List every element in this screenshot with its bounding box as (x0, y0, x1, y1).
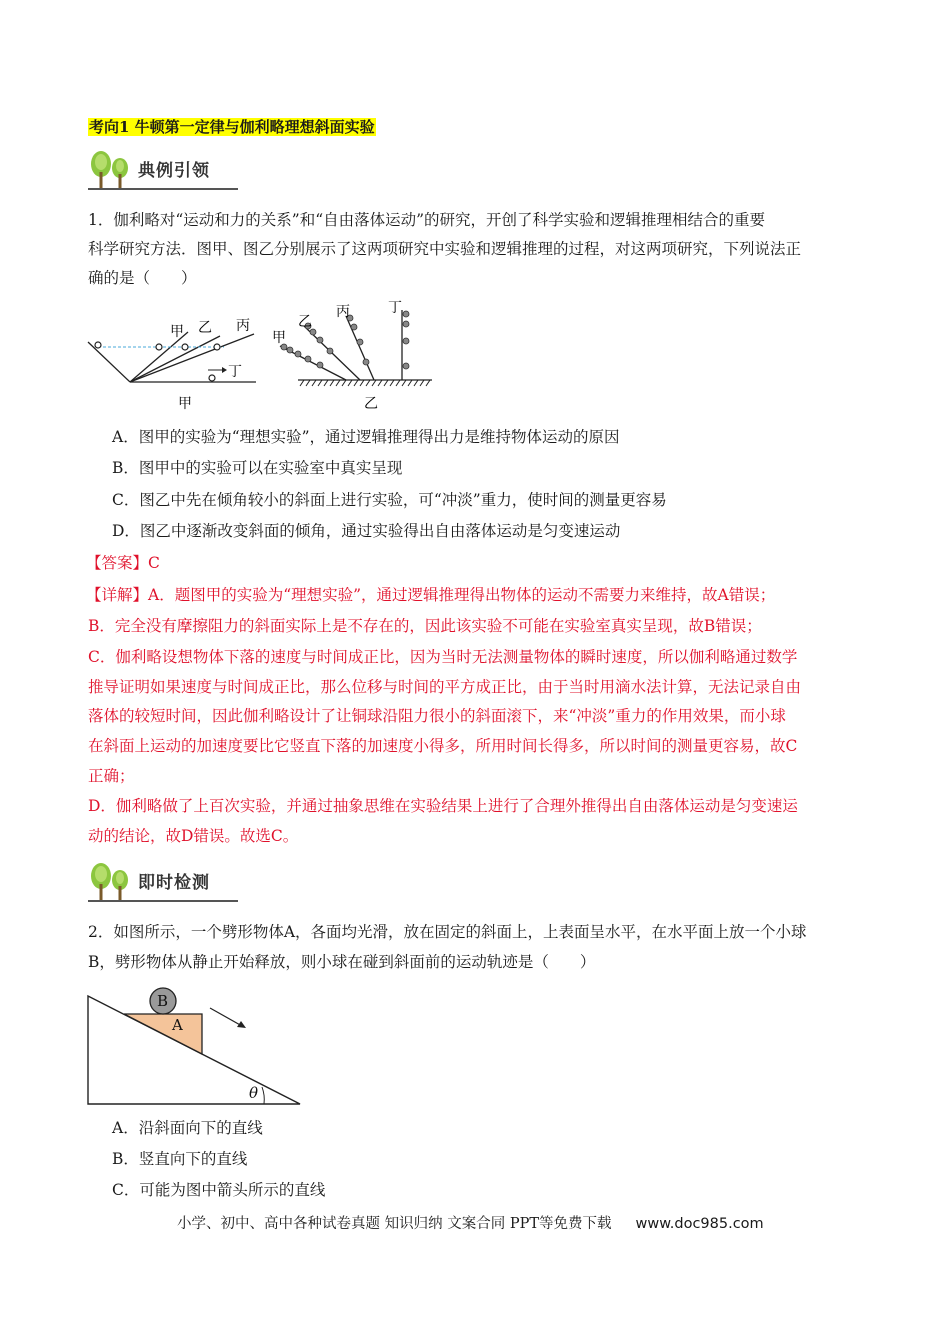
q2-option-c: C．可能为图中箭头所示的直线 (112, 1181, 326, 1199)
q1-answer: 【答案】C (86, 554, 160, 572)
q1-detail-1: 【详解】A．题图甲的实验为“理想实验”，通过逻辑推理得出物体的运动不需要力来维持，故A错误； (86, 586, 776, 604)
banner-title: 典例引领 (138, 161, 210, 181)
q1-detail-6: 在斜面上运动的加速度要比它竖直下落的加速度小得多，所用时间长得多，所以时间的测量更容易，故C (88, 737, 798, 755)
tree-icon (88, 150, 134, 190)
q1-detail-8: D．伽利略做了上百次实验，并通过抽象思维在实验结果上进行了合理外推得出自由落体运动是匀变速运 (88, 797, 798, 815)
figure-jia (84, 310, 264, 415)
q1-detail-5: 落体的较短时间，因此伽利略设计了让铜球沿阻力很小的斜面滚下，来“冲淡”重力的作用效果，而小球 (88, 707, 786, 725)
q1-option-d: D．图乙中逐渐改变斜面的倾角，通过实验得出自由落体运动是匀变速运动 (112, 522, 621, 540)
figure-yi (270, 296, 440, 414)
page-footer (177, 1212, 764, 1233)
banner-examples (88, 150, 238, 192)
footer-url[interactable]: www.doc985.com (635, 1216, 764, 1232)
figure-yi-label-3: 丙 (336, 304, 350, 320)
figure-jia-label-2: 乙 (198, 320, 212, 336)
figure-jia-label-1: 甲 (170, 324, 184, 340)
q1-detail-7: 正确； (88, 767, 135, 785)
figure-yi-label-2: 乙 (298, 314, 312, 330)
figure-jia-label-4: 丁 (228, 364, 242, 380)
figure-yi-caption: 乙 (364, 396, 378, 412)
angle-label: θ (249, 1084, 259, 1102)
figure-wedge (84, 984, 306, 1108)
banner-underline (88, 900, 238, 902)
q1-detail-9: 动的结论，故D错误。故选C。 (88, 827, 299, 845)
figure-jia-caption: 甲 (178, 396, 192, 412)
footer-text: 小学、初中、高中各种试卷真题 知识归纳 文案合同 PPT等免费下载 (177, 1216, 612, 1232)
figure-jia-label-3: 丙 (236, 318, 250, 334)
wedge-label: A (172, 1016, 183, 1034)
q1-option-c: C．图乙中先在倾角较小的斜面上进行实验，可“冲淡”重力，使时间的测量更容易 (112, 491, 667, 509)
figure-yi-label-1: 甲 (272, 330, 286, 346)
q1-detail-3: C．伽利略设想物体下落的速度与时间成正比，因为当时无法测量物体的瞬时速度，所以伽利略通过数学 (88, 648, 798, 666)
section-heading-text: 考向1 牛顿第一定律与伽利略理想斜面实验 (89, 118, 375, 136)
tree-icon (88, 862, 134, 902)
figure-yi-label-4: 丁 (388, 300, 402, 316)
q1-line-2: 科学研究方法．图甲、图乙分别展示了这两项研究中实验和逻辑推理的过程，对这两项研究，下列说法正 (88, 240, 802, 258)
banner-underline (88, 188, 238, 190)
section-heading (88, 116, 376, 137)
q1-line-3: 确的是（ ） (88, 269, 197, 287)
q2-option-a: A．沿斜面向下的直线 (112, 1119, 263, 1137)
q2-line-1: 2．如图所示，一个劈形物体A，各面均光滑，放在固定的斜面上，上表面呈水平，在水平面上放一个小球 (88, 923, 807, 941)
q2-line-2: B，劈形物体从静止开始释放，则小球在碰到斜面前的运动轨迹是（ ） (88, 953, 596, 971)
q1-option-b: B．图甲中的实验可以在实验室中真实呈现 (112, 459, 403, 477)
ball-label: B (157, 992, 169, 1010)
banner-title: 即时检测 (138, 873, 210, 893)
banner-check (88, 862, 238, 904)
q1-line-1: 1．伽利略对“运动和力的关系”和“自由落体运动”的研究，开创了科学实验和逻辑推理相结合的重要 (88, 211, 766, 229)
q1-option-a: A．图甲的实验为“理想实验”，通过逻辑推理得出力是维持物体运动的原因 (112, 428, 620, 446)
q1-detail-2: B．完全没有摩擦阻力的斜面实际上是不存在的，因此该实验不可能在实验室真实呈现，故B错误； (88, 617, 762, 635)
q2-option-b: B．竖直向下的直线 (112, 1150, 248, 1168)
q1-detail-4: 推导证明如果速度与时间成正比，那么位移与时间的平方成正比，由于当时用滴水法计算，无法记录自由 (88, 678, 802, 696)
